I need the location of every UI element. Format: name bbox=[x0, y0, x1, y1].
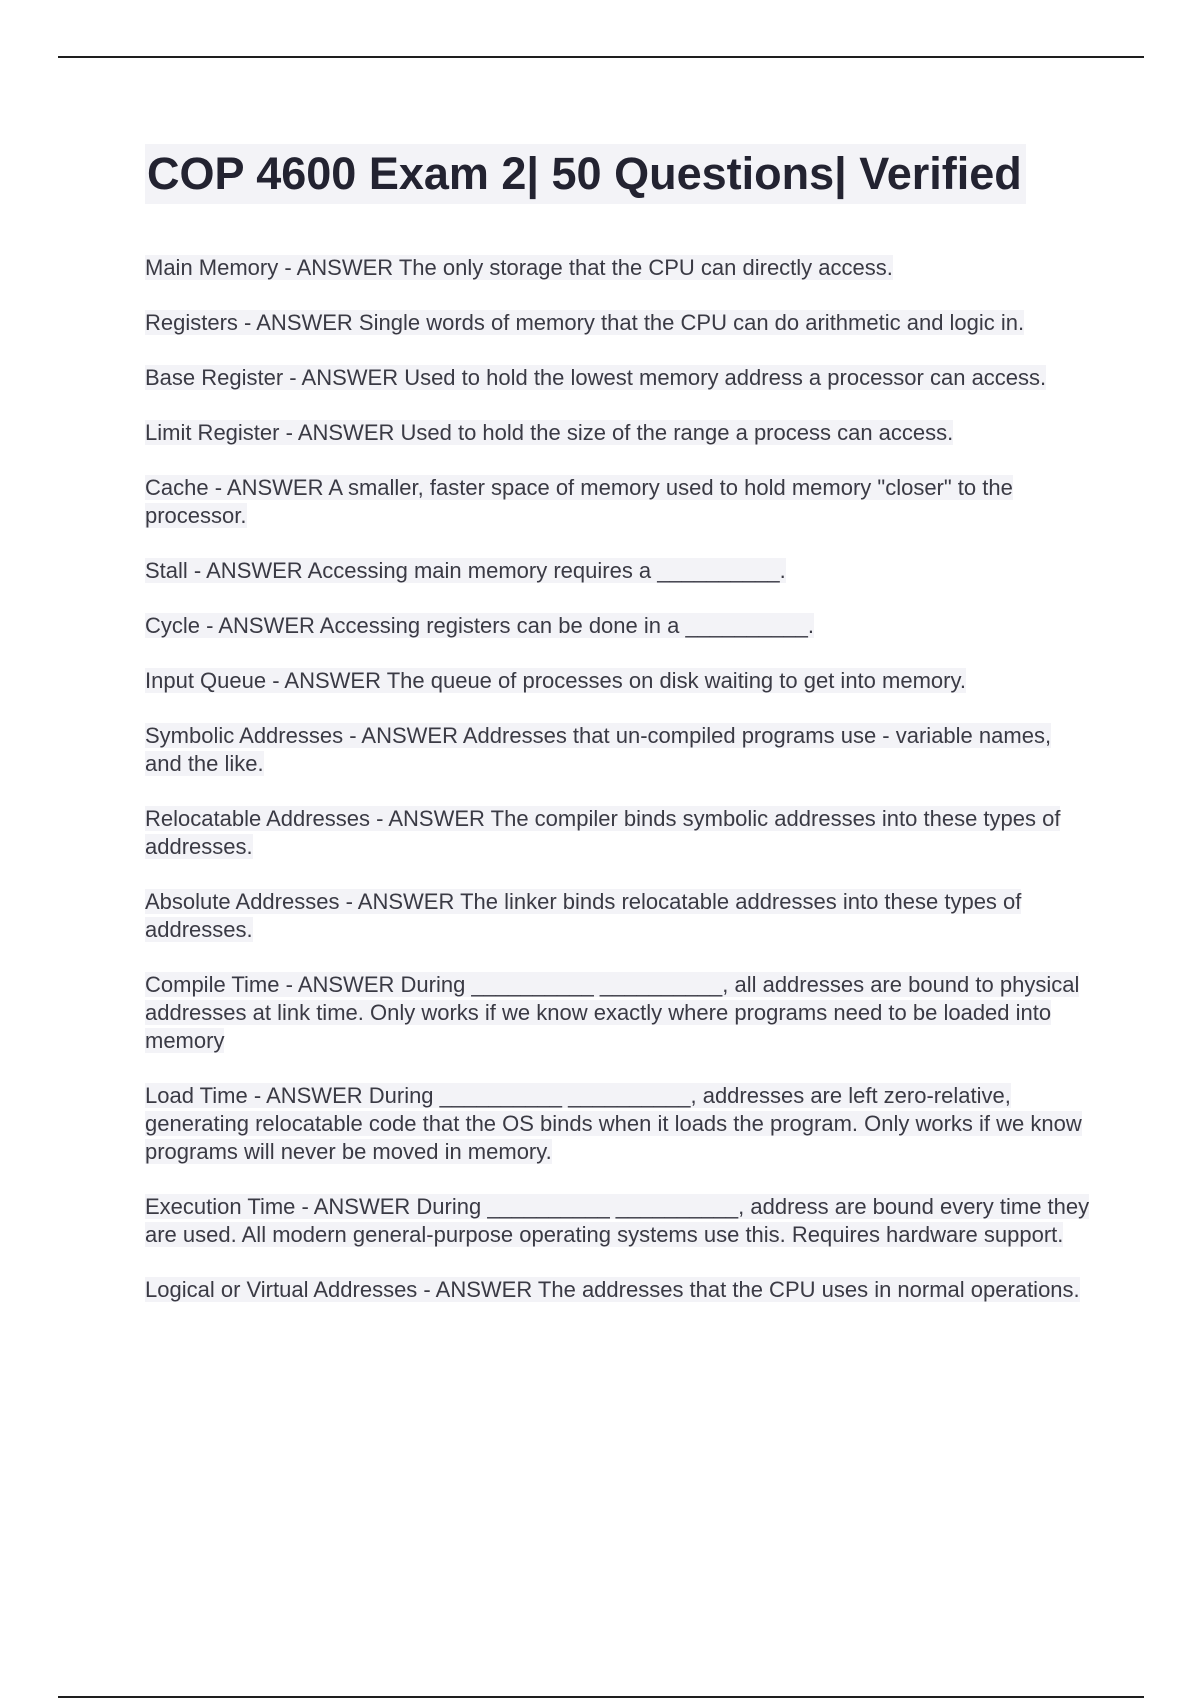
qa-entry bbox=[145, 805, 1090, 861]
qa-entry-text: Absolute Addresses - ANSWER The linker binds relocatable addresses into these types of addresses. bbox=[145, 889, 1022, 942]
qa-entry-text: Input Queue - ANSWER The queue of processes on disk waiting to get into memory. bbox=[145, 668, 966, 693]
document-title: COP 4600 Exam 2| 50 Questions| Verified bbox=[145, 144, 1026, 204]
qa-entry bbox=[145, 612, 1090, 640]
qa-entry bbox=[145, 254, 1090, 282]
qa-entry-text: Load Time - ANSWER During __________ __________, addresses are left zero-relative, generating relocatable code that the OS binds when it loads the program. Only works if we know programs will never be moved in memory. bbox=[145, 1083, 1082, 1164]
qa-entry bbox=[145, 557, 1090, 585]
qa-entry-text: Main Memory - ANSWER The only storage that the CPU can directly access. bbox=[145, 255, 893, 280]
qa-entry bbox=[145, 1082, 1090, 1166]
qa-entry-text: Compile Time - ANSWER During __________ __________, all addresses are bound to physical addresses at link time. Only works if we know exactly where programs need to be loaded into memory bbox=[145, 972, 1080, 1053]
header-rule bbox=[58, 56, 1144, 58]
qa-entry-text: Cycle - ANSWER Accessing registers can be done in a __________. bbox=[145, 613, 814, 638]
qa-entry-text: Symbolic Addresses - ANSWER Addresses that un-compiled programs use - variable names, and the like. bbox=[145, 723, 1052, 776]
footer-rule bbox=[58, 1696, 1144, 1698]
qa-entry-text: Registers - ANSWER Single words of memory that the CPU can do arithmetic and logic in. bbox=[145, 310, 1025, 335]
qa-list bbox=[145, 254, 1090, 1304]
qa-entry-text: Stall - ANSWER Accessing main memory requires a __________. bbox=[145, 558, 786, 583]
qa-entry bbox=[145, 474, 1090, 530]
qa-entry bbox=[145, 364, 1090, 392]
qa-entry-text: Limit Register - ANSWER Used to hold the size of the range a process can access. bbox=[145, 420, 954, 445]
qa-entry bbox=[145, 888, 1090, 944]
qa-entry-text: Relocatable Addresses - ANSWER The compiler binds symbolic addresses into these types of addresses. bbox=[145, 806, 1061, 859]
qa-entry bbox=[145, 419, 1090, 447]
document-page bbox=[145, 144, 1090, 1331]
qa-entry-text: Logical or Virtual Addresses - ANSWER The addresses that the CPU uses in normal operations. bbox=[145, 1277, 1080, 1302]
qa-entry bbox=[145, 722, 1090, 778]
qa-entry-text: Execution Time - ANSWER During __________ __________, address are bound every time they are used. All modern general-purpose operating systems use this. Requires hardware support. bbox=[145, 1194, 1090, 1247]
qa-entry-text: Cache - ANSWER A smaller, faster space of memory used to hold memory "closer" to the processor. bbox=[145, 475, 1013, 528]
qa-entry-text: Base Register - ANSWER Used to hold the lowest memory address a processor can access. bbox=[145, 365, 1047, 390]
qa-entry bbox=[145, 309, 1090, 337]
qa-entry bbox=[145, 1276, 1090, 1304]
qa-entry bbox=[145, 971, 1090, 1055]
qa-entry bbox=[145, 667, 1090, 695]
qa-entry bbox=[145, 1193, 1090, 1249]
